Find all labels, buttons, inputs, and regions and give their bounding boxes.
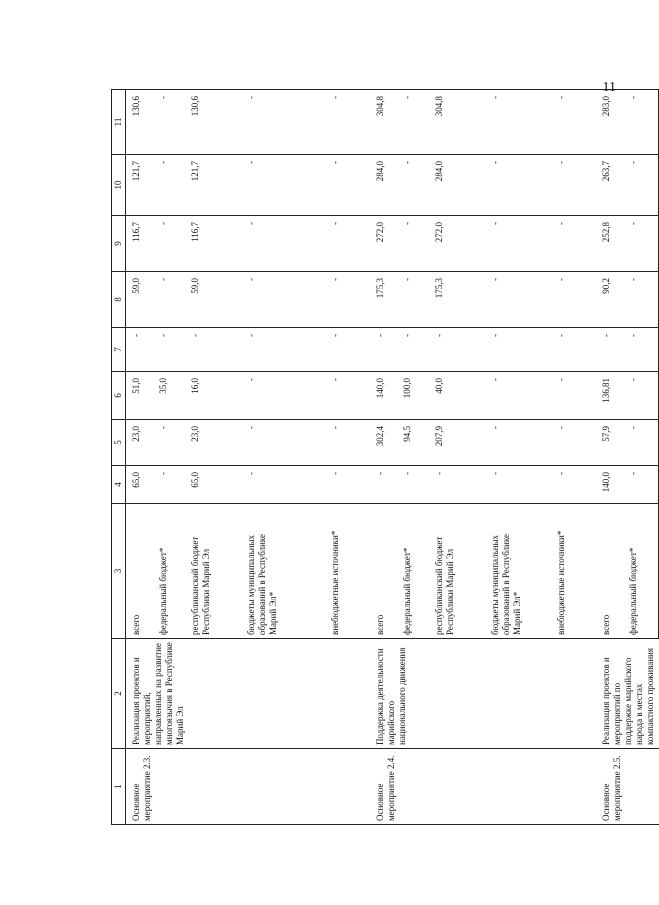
- amount-cell: 130,6: [126, 90, 156, 155]
- col-header: 1: [112, 749, 126, 825]
- funding-source: внебюджетные источники*: [328, 504, 370, 639]
- table-body: [126, 90, 659, 825]
- amount-cell: 116,7: [126, 216, 156, 272]
- funding-source: всего: [126, 504, 156, 639]
- amount-cell: -: [244, 90, 328, 155]
- amount-cell: 51,0: [126, 372, 156, 420]
- amount-cell: -: [156, 155, 188, 216]
- amount-cell: -: [626, 328, 659, 372]
- funding-source: внебюджетные источники*: [554, 504, 596, 639]
- amount-cell: 100,0: [400, 372, 432, 420]
- amount-cell: 116,7: [188, 216, 244, 272]
- amount-cell: -: [244, 328, 328, 372]
- amount-cell: -: [156, 272, 188, 328]
- amount-cell: 136,81: [596, 372, 626, 420]
- amount-cell: 59,0: [126, 272, 156, 328]
- amount-cell: 65,0: [126, 466, 156, 504]
- amount-cell: -: [626, 155, 659, 216]
- amount-cell: -: [156, 216, 188, 272]
- amount-cell: -: [156, 328, 188, 372]
- amount-cell: -: [488, 90, 554, 155]
- amount-cell: -: [244, 466, 328, 504]
- amount-cell: -: [488, 216, 554, 272]
- funding-source: бюджеты муниципальных образований в Республике Марий Эл*: [244, 504, 328, 639]
- amount-cell: 175,3: [432, 272, 488, 328]
- activity-code: Основное мероприятие 2.4.: [370, 749, 596, 825]
- amount-cell: -: [328, 90, 370, 155]
- amount-cell: -: [244, 420, 328, 466]
- amount-cell: -: [554, 420, 596, 466]
- amount-cell: -: [400, 466, 432, 504]
- amount-cell: 35,0: [156, 372, 188, 420]
- activity-name: Реализация проектов и мероприятий по поддержке марийского народа в местах компактного проживания: [596, 639, 659, 749]
- amount-cell: 57,9: [596, 420, 626, 466]
- col-header: 5: [112, 420, 126, 466]
- amount-cell: 65,0: [188, 466, 244, 504]
- amount-cell: -: [400, 90, 432, 155]
- amount-cell: -: [370, 466, 400, 504]
- amount-cell: 130,6: [188, 90, 244, 155]
- amount-cell: 263,7: [596, 155, 626, 216]
- funding-source: республиканский бюджет Республики Марий Эл: [432, 504, 488, 639]
- funding-source: всего: [370, 504, 400, 639]
- activity-code: Основное мероприятие 2.3.: [126, 749, 370, 825]
- amount-cell: -: [554, 216, 596, 272]
- amount-cell: -: [328, 155, 370, 216]
- amount-cell: -: [328, 466, 370, 504]
- amount-cell: 140,0: [370, 372, 400, 420]
- funding-source: федеральный бюджет*: [156, 504, 188, 639]
- amount-cell: -: [554, 155, 596, 216]
- amount-cell: 94,5: [400, 420, 432, 466]
- rotated-table-frame: [111, 90, 655, 825]
- amount-cell: -: [328, 372, 370, 420]
- header-row: [112, 90, 126, 825]
- amount-cell: -: [244, 216, 328, 272]
- amount-cell: 121,7: [188, 155, 244, 216]
- amount-cell: -: [488, 155, 554, 216]
- amount-cell: 272,0: [432, 216, 488, 272]
- amount-cell: -: [626, 466, 659, 504]
- amount-cell: 304,8: [370, 90, 400, 155]
- budget-table: [111, 89, 659, 825]
- amount-cell: 59,0: [188, 272, 244, 328]
- amount-cell: -: [328, 420, 370, 466]
- amount-cell: -: [596, 328, 626, 372]
- amount-cell: 121,7: [126, 155, 156, 216]
- page-number: 11: [602, 80, 616, 95]
- amount-cell: 23,0: [126, 420, 156, 466]
- funding-source: федеральный бюджет*: [626, 504, 659, 639]
- amount-cell: -: [328, 272, 370, 328]
- amount-cell: 16,0: [188, 372, 244, 420]
- amount-cell: -: [328, 328, 370, 372]
- amount-cell: 284,0: [432, 155, 488, 216]
- amount-cell: -: [400, 155, 432, 216]
- amount-cell: -: [626, 216, 659, 272]
- amount-cell: -: [488, 272, 554, 328]
- amount-cell: -: [626, 272, 659, 328]
- amount-cell: -: [156, 466, 188, 504]
- amount-cell: 272,0: [370, 216, 400, 272]
- amount-cell: 23,0: [188, 420, 244, 466]
- amount-cell: 283,0: [596, 90, 626, 155]
- funding-source: всего: [596, 504, 626, 639]
- amount-cell: -: [400, 216, 432, 272]
- amount-cell: -: [188, 328, 244, 372]
- amount-cell: -: [488, 466, 554, 504]
- activity-name: Поддержка деятельности марийского национального движения: [370, 639, 596, 749]
- amount-cell: -: [554, 328, 596, 372]
- activity-code: Основное мероприятие 2.5.: [596, 749, 659, 825]
- amount-cell: -: [432, 328, 488, 372]
- amount-cell: -: [244, 272, 328, 328]
- amount-cell: 284,0: [370, 155, 400, 216]
- amount-cell: 302,4: [370, 420, 400, 466]
- col-header: 11: [112, 90, 126, 155]
- table-row: [370, 90, 400, 825]
- amount-cell: -: [488, 372, 554, 420]
- activity-name: Реализация проектов и мероприятий, направленных на развитие многоязычия в Республике Марий Эл: [126, 639, 370, 749]
- amount-cell: -: [626, 90, 659, 155]
- amount-cell: -: [554, 372, 596, 420]
- col-header: 7: [112, 328, 126, 372]
- amount-cell: -: [244, 372, 328, 420]
- amount-cell: -: [370, 328, 400, 372]
- amount-cell: -: [488, 328, 554, 372]
- amount-cell: -: [244, 155, 328, 216]
- amount-cell: 40,0: [432, 372, 488, 420]
- amount-cell: 304,8: [432, 90, 488, 155]
- funding-source: республиканский бюджет Республики Марий Эл: [188, 504, 244, 639]
- amount-cell: 140,0: [596, 466, 626, 504]
- table-row: [126, 90, 156, 825]
- col-header: 8: [112, 272, 126, 328]
- col-header: 2: [112, 639, 126, 749]
- amount-cell: -: [554, 466, 596, 504]
- amount-cell: 175,3: [370, 272, 400, 328]
- funding-source: федеральный бюджет*: [400, 504, 432, 639]
- amount-cell: -: [156, 90, 188, 155]
- amount-cell: -: [554, 272, 596, 328]
- amount-cell: -: [156, 420, 188, 466]
- col-header: 4: [112, 466, 126, 504]
- amount-cell: -: [328, 216, 370, 272]
- amount-cell: 252,8: [596, 216, 626, 272]
- amount-cell: 207,9: [432, 420, 488, 466]
- amount-cell: -: [400, 272, 432, 328]
- col-header: 10: [112, 155, 126, 216]
- amount-cell: -: [626, 372, 659, 420]
- funding-source: бюджеты муниципальных образований в Республике Марий Эл*: [488, 504, 554, 639]
- col-header: 3: [112, 504, 126, 639]
- amount-cell: -: [554, 90, 596, 155]
- col-header: 9: [112, 216, 126, 272]
- amount-cell: -: [400, 328, 432, 372]
- amount-cell: -: [626, 420, 659, 466]
- amount-cell: 90,2: [596, 272, 626, 328]
- amount-cell: -: [432, 466, 488, 504]
- table-row: [596, 90, 626, 825]
- amount-cell: -: [126, 328, 156, 372]
- amount-cell: -: [488, 420, 554, 466]
- col-header: 6: [112, 372, 126, 420]
